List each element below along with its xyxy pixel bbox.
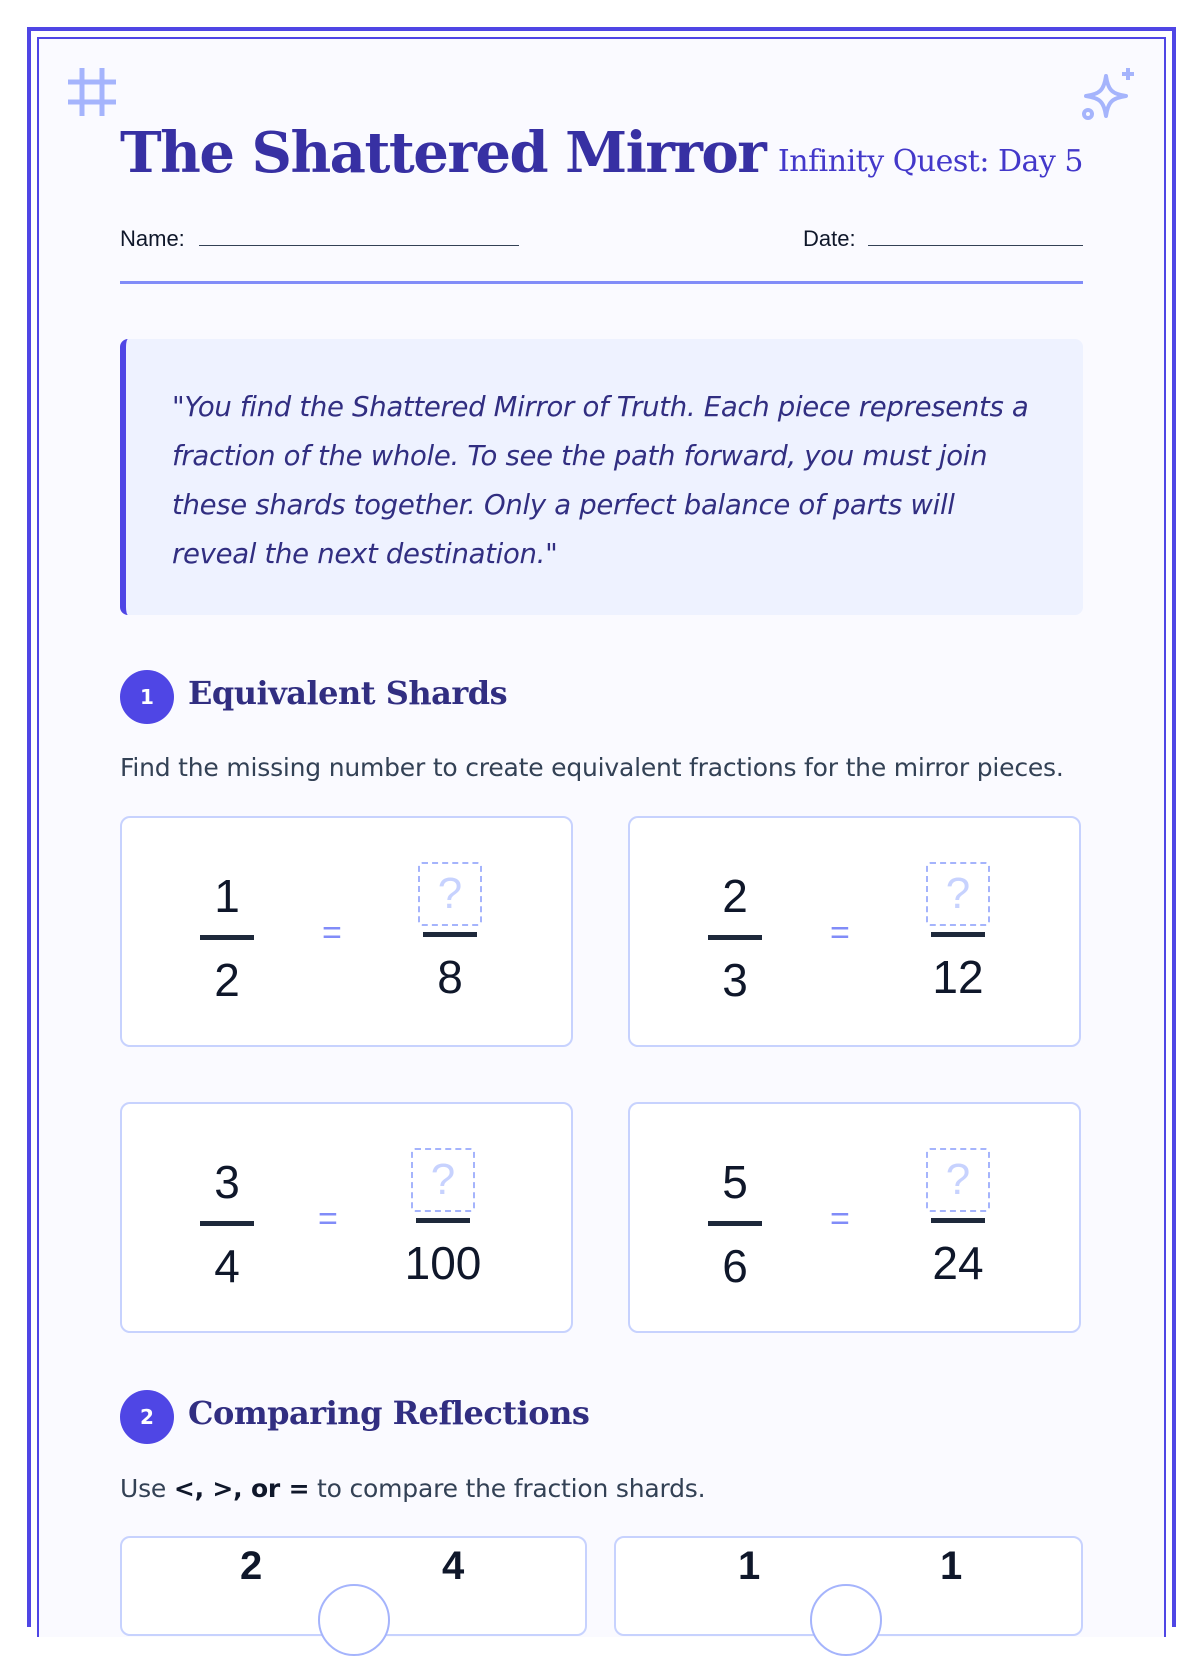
fraction-bar xyxy=(708,935,762,940)
section-number-badge: 2 xyxy=(120,1390,174,1444)
target-fraction xyxy=(913,1148,1003,1293)
right-numerator: 1 xyxy=(940,1544,963,1588)
denominator: 6 xyxy=(722,1240,748,1292)
answer-box[interactable]: ? xyxy=(411,1148,475,1212)
denominator: 8 xyxy=(437,951,463,1003)
fraction-card xyxy=(628,1102,1081,1333)
instructions-prefix: Use xyxy=(120,1474,174,1503)
denominator: 24 xyxy=(932,1237,984,1289)
comparison-card xyxy=(120,1536,587,1636)
fraction-bar xyxy=(200,935,254,940)
denominator: 2 xyxy=(214,954,240,1006)
target-fraction xyxy=(405,862,495,1007)
equals-sign: = xyxy=(830,914,850,952)
page-subtitle: Infinity Quest: Day 5 xyxy=(777,144,1083,179)
section-title: Equivalent Shards xyxy=(188,674,508,712)
fraction-card xyxy=(120,816,573,1047)
denominator: 12 xyxy=(932,951,984,1003)
page-title: The Shattered Mirror xyxy=(120,120,766,186)
name-field[interactable] xyxy=(199,245,519,246)
given-fraction xyxy=(690,1152,780,1296)
story-box xyxy=(120,339,1083,615)
instructions-suffix: to compare the fraction shards. xyxy=(309,1474,706,1503)
numerator: 3 xyxy=(214,1156,240,1208)
section-title: Comparing Reflections xyxy=(188,1394,590,1432)
section-instructions xyxy=(120,1474,705,1503)
header-divider xyxy=(120,281,1083,284)
fraction-bar xyxy=(931,932,985,937)
denominator: 4 xyxy=(214,1240,240,1292)
left-numerator: 1 xyxy=(738,1544,761,1588)
target-fraction xyxy=(398,1148,488,1293)
equals-sign: = xyxy=(322,914,342,952)
fraction-card xyxy=(628,816,1081,1047)
comparison-symbols: <, >, or = xyxy=(173,1474,310,1503)
comparison-answer-circle[interactable] xyxy=(318,1584,390,1656)
section-number-badge: 1 xyxy=(120,670,174,724)
given-fraction xyxy=(182,866,272,1010)
fraction-bar xyxy=(423,932,477,937)
date-field[interactable] xyxy=(868,245,1083,246)
sparkle-icon xyxy=(1080,66,1136,122)
given-fraction xyxy=(690,866,780,1010)
numerator: 1 xyxy=(214,870,240,922)
denominator: 100 xyxy=(404,1237,482,1289)
date-label: Date: xyxy=(803,226,856,251)
left-numerator: 2 xyxy=(240,1544,263,1588)
hash-icon xyxy=(66,66,118,118)
answer-box[interactable]: ? xyxy=(926,1148,990,1212)
given-fraction xyxy=(182,1152,272,1296)
numerator: 2 xyxy=(722,870,748,922)
equals-sign: = xyxy=(830,1200,850,1238)
fraction-bar xyxy=(931,1218,985,1223)
numerator: 5 xyxy=(722,1156,748,1208)
story-text: "You find the Shattered Mirror of Truth. Each piece represents a fraction of the whole. To see the path forward, you must join these shards together. Only a perfect balance of parts will reveal the next destination." xyxy=(172,391,1029,570)
answer-box[interactable]: ? xyxy=(926,862,990,926)
fraction-bar xyxy=(708,1221,762,1226)
fraction-bar xyxy=(200,1221,254,1226)
section-instructions: Find the missing number to create equivalent fractions for the mirror pieces. xyxy=(120,753,1064,782)
equals-sign: = xyxy=(318,1200,338,1238)
fraction-card xyxy=(120,1102,573,1333)
comparison-answer-circle[interactable] xyxy=(810,1584,882,1656)
answer-box[interactable]: ? xyxy=(418,862,482,926)
target-fraction xyxy=(913,862,1003,1007)
denominator: 3 xyxy=(722,954,748,1006)
fraction-bar xyxy=(416,1218,470,1223)
comparison-card xyxy=(614,1536,1083,1636)
right-numerator: 4 xyxy=(442,1544,465,1588)
name-label: Name: xyxy=(120,226,185,251)
